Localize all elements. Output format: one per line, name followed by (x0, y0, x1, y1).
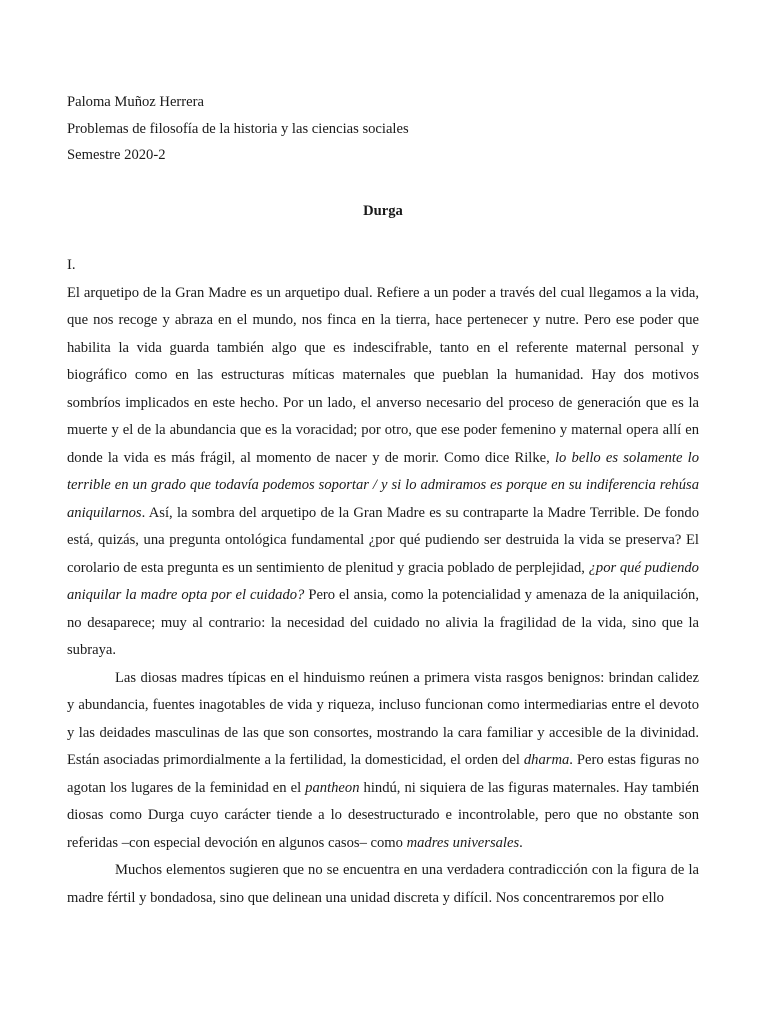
paragraph-1 (67, 280, 699, 665)
paragraph-1-text-b: . Así, la sombra del arquetipo de la Gran Madre es su contraparte la Madre Terrible. De fondo está, quizás, una pregunta ontológica fundamental ¿por qué pudiendo ser destruida la vida se preserva? El corolario de esta pregunta es un sentimiento de plenitud y gracia poblado de perplejidad, (67, 504, 699, 576)
semester: Semestre 2020-2 (67, 147, 166, 163)
paragraph-3-text-a: Muchos elementos sugieren que no se encuentra en una verdadera contradicción con la figura de la madre fértil y bondadosa, sino que delinean una unidad discreta y difícil. Nos concentraremos por ello (67, 862, 699, 906)
term-pantheon: pantheon (305, 779, 360, 796)
document-page (67, 89, 699, 906)
paragraph-2-text-c: hindú, ni siquiera de las figuras maternales. Hay también diosas como Durga cuyo carácter tiende a lo desestructurado e incontrolable, pero que no obstante son referidas –con especial devoción en algunos casos– como (67, 779, 699, 851)
paragraph-1-text-c: Pero el ansia, como la potencialidad y amenaza de la aniquilación, no desaparece; muy al contrario: la necesidad del cuidado no alivia la fragilidad de la vida, sino que la subraya. (67, 587, 699, 658)
term-dharma: dharma (523, 752, 570, 768)
rilke-quote: lo bello es solamente lo terrible en un grado que todavía podemos soportar / y si lo admiramos es porque en su indiferencia rehúsa aniquilarnos (67, 449, 699, 521)
paragraph-3 (67, 857, 699, 912)
italic-question: ¿por qué pudiendo aniquilar la madre opta por el cuidado? (67, 559, 699, 603)
paragraph-2 (67, 665, 699, 858)
paragraph-2-text-a: Las diosas madres típicas en el hinduismo reúnen a primera vista rasgos benignos: brindan calidez y abundancia, fuentes inagotables de vida y riqueza, incluso funcionan como intermediarias entre el devoto y las deidades masculinas de las que son consortes, mostrando la cara familiar y accesible de la divinidad. Están asociadas primordialmente a la fertilidad, la domesticidad, el orden del (67, 669, 699, 768)
document-title: Durga (363, 203, 403, 219)
course-name: Problemas de filosofía de la historia y las ciencias sociales (67, 120, 409, 137)
document-body (67, 252, 699, 912)
paragraph-2-text-d: . (519, 834, 523, 851)
paragraph-1-text-a: El arquetipo de la Gran Madre es un arquetipo dual. Refiere a un poder a través del cual llegamos a la vida, que nos recoge y abraza en el mundo, nos finca en la tierra, hace pertenecer y nutre. Pero ese poder que habilita la vida guarda también algo que es indescifrable, tanto en el referente maternal personal y biográfico como en las estructuras míticas maternales que pueblan la humanidad. Hay dos motivos sombríos implicados en este hecho. Por un lado, el anverso necesario del proceso de generación que es la muerte y el de la abundancia que es la voracidad; por otro, que ese poder femenino y maternal opera allí en donde la vida es más frágil, al momento de nacer y de morir. Como dice Rilke, (67, 284, 699, 466)
term-madres-universales: madres universales (406, 834, 520, 851)
paragraph-2-text-b: . Pero estas figuras no agotan los lugares de la feminidad en el (67, 752, 699, 796)
author-name: Paloma Muñoz Herrera (67, 94, 204, 110)
section-number: I. (67, 257, 76, 273)
